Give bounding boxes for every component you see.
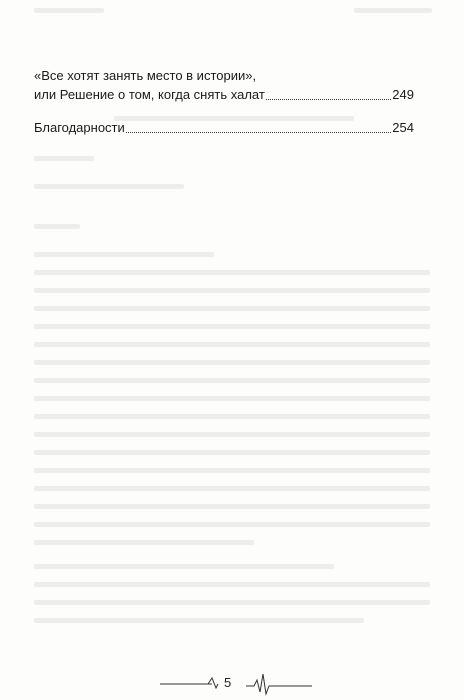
toc-page-number: 254: [392, 120, 414, 135]
dot-leader: [126, 131, 392, 133]
toc-entry-history: [34, 66, 414, 104]
toc-entry-title-line2: или Решение о том, когда снять халат: [34, 87, 265, 102]
ecg-line-icon: [160, 672, 220, 692]
toc-page-number: 249: [392, 87, 414, 102]
toc-entry-title-line1: «Все хотят занять место в истории»,: [34, 68, 257, 83]
toc-entry-title: Благодарности: [34, 120, 125, 135]
dot-leader: [266, 98, 391, 100]
toc-entry-acknowledgements: [34, 118, 414, 137]
page-number: 5: [224, 675, 232, 690]
page-footer: [0, 672, 464, 696]
ecg-line-icon: [246, 672, 312, 696]
table-of-contents: [34, 66, 414, 137]
